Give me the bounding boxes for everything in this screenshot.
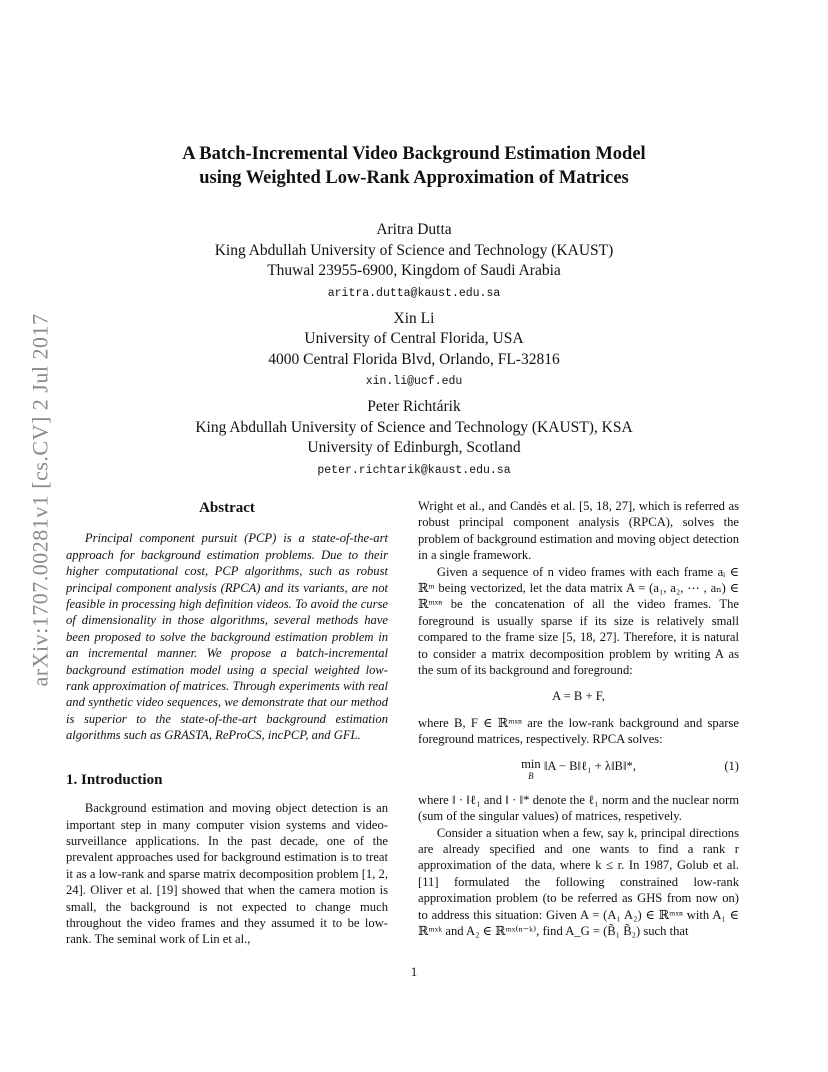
equation-min-operator xyxy=(521,758,541,782)
paper-title xyxy=(80,142,748,190)
equation-rpca xyxy=(418,758,739,782)
author-block xyxy=(80,220,748,486)
arxiv-stamp xyxy=(22,300,58,700)
introduction-text: Background estimation and moving object detection is an important step in many computer vision systems and video-surveillance applications. In the past decade, one of the prevalent approaches used for background estimation is to treat it as a low-rank and sparse matrix decomposition problem [1, 2, 24]. Oliver et al. [19] showed that when the camera motion is small, the background is not expected to change much throughout the video frames and they assumed it to be low-rank. The seminal work of Lin et al., xyxy=(66,801,388,947)
author-email[interactable]: peter.richtarik@kaust.edu.sa xyxy=(317,463,511,477)
paragraph: Given a sequence of n video frames with each frame aᵢ ∈ ℝᵐ being vectorized, let the data matrix A = (a₁, a₂, ⋯ , aₙ) ∈ ℝᵐˣⁿ be the concatenation of all the video frames. The foreground is usually sparse if its size is relatively small compared to the frame size [5, 18, 27]. Therefore, it is natural to consider a matrix decomposition problem by writing A as the sum of its background and foreground: xyxy=(418,564,739,678)
author-address: 4000 Central Florida Blvd, Orlando, FL-32816 xyxy=(268,350,560,368)
paragraph: Wright et al., and Candès et al. [5, 18, 27], which is referred as robust principal component analysis (RPCA), solves the problem of background estimation and moving object detection in a single framework. xyxy=(418,499,739,563)
paragraph: Consider a situation when a few, say k, principal directions are already specified and one wants to find a rank r approximation of the data, where k ≤ r. In 1987, Golub et al. [11] formulated the following constrained low-rank approximation problem (to be referred as GHS from now on) to address this situation: Given A = (A₁ A₂) ∈ ℝᵐˣⁿ with A₁ ∈ ℝᵐˣᵏ and A₂ ∈ ℝᵐˣ⁽ⁿ⁻ᵏ⁾, find A_G = (B̃₁ B̃₂) such that xyxy=(418,825,739,938)
abstract-text: Principal component pursuit (PCP) is a state-of-the-art approach for background estimation problems. Due to their higher computational cost, PCP algorithms, such as robust principal component analysis (RPCA) and its variants, are not feasible in processing high definition videos. To avoid the curse of dimensionality in those algorithms, several methods have been proposed to solve the background estimation problem in an incremental manner. We propose a batch-incremental background estimation model using a special weighted low-rank approximation of matrices. Through experiments with real and synthetic video sequences, we demonstrate that our method is superior to the state-of-the-art background estimation algorithms such as GRASTA, ReProCS, incPCP, and GFL. xyxy=(66,531,388,743)
author-name: Aritra Dutta xyxy=(376,221,452,238)
author-email[interactable]: xin.li@ucf.edu xyxy=(365,375,463,388)
author-affiliation: King Abdullah University of Science and Technology (KAUST) xyxy=(214,241,614,259)
page-number: 1 xyxy=(410,964,418,979)
author-address: Thuwal 23955-6900, Kingdom of Saudi Arabia xyxy=(267,262,561,279)
author-affiliation: University of Central Florida, USA xyxy=(304,330,524,347)
author-name: Xin Li xyxy=(393,309,435,327)
paragraph: where ‖ · ‖ℓ₁ and ‖ · ‖* denote the ℓ₁ norm and the nuclear norm (sum of the singular values) of matrices, respetively. xyxy=(418,792,739,824)
right-column xyxy=(418,498,739,939)
equation-body: A = B + F, xyxy=(552,689,605,704)
author-2 xyxy=(80,309,748,392)
min-subscript: B xyxy=(528,770,534,781)
equation-body: ‖A − B‖ℓ₁ + λ‖B‖*, xyxy=(543,758,636,773)
author-3 xyxy=(80,397,748,480)
author-1 xyxy=(80,220,748,303)
author-name: Peter Richtárik xyxy=(367,398,461,415)
introduction-heading: 1. Introduction xyxy=(66,771,163,788)
author-affiliation: King Abdullah University of Science and Technology (KAUST), KSA xyxy=(195,418,633,436)
abstract-heading: Abstract xyxy=(199,500,255,516)
left-column xyxy=(66,498,388,948)
author-email[interactable]: aritra.dutta@kaust.edu.sa xyxy=(327,286,501,300)
title-line-2: using Weighted Low-Rank Approximation of Matrices xyxy=(199,168,629,188)
paragraph: where B, F ∈ ℝᵐˣⁿ are the low-rank background and sparse foreground matrices, respectively. RPCA solves: xyxy=(418,715,739,747)
equation-number: (1) xyxy=(724,758,739,773)
min-label: min xyxy=(521,756,541,771)
author-address: University of Edinburgh, Scotland xyxy=(307,439,521,456)
equation-sum xyxy=(418,688,739,704)
title-line-1: A Batch-Incremental Video Background Estimation Model xyxy=(182,144,646,164)
arxiv-stamp-text: arXiv:1707.00281v1 [cs.CV] 2 Jul 2017 xyxy=(27,313,53,687)
